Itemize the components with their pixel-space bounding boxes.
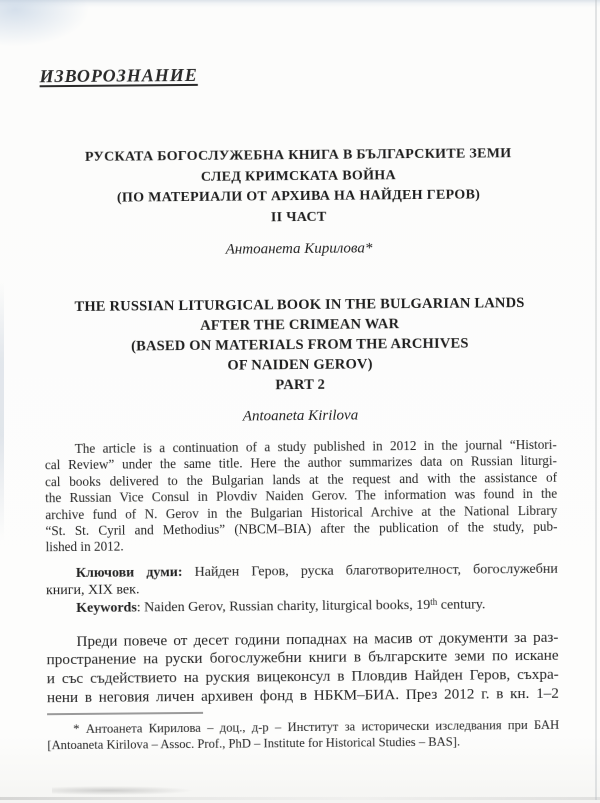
keywords-english-label: Keywords <box>76 600 137 616</box>
body-line: нени в неговия личен архивен фонд в НБКМ–БИА. През 2012 г. в кн. 1–2 <box>46 684 559 707</box>
title-bg-line: СЛЕД КРИМСКАТА ВОЙНА <box>200 167 396 185</box>
abstract-line: The article is a continuation of a study published in 2012 in the journal “Histori- <box>74 436 557 456</box>
abstract-line: cal Review” under the same title. Here the author summarizes data on Russian liturgi- <box>44 453 557 473</box>
body-line: пространение на руски богослужебни книги в българските земи по искане <box>46 647 559 669</box>
author-name-english: Antoaneta Kirilova <box>242 407 359 425</box>
body-line: Преди повече от десет години попаднах на масив от документи за раз- <box>76 628 559 650</box>
keywords-bulgarian-label: Ключови думи: <box>75 564 183 581</box>
footnote-separator-rule <box>47 712 203 715</box>
title-en-line: (BASED ON MATERIALS FROM THE ARCHIVES <box>131 335 469 355</box>
keywords-bulgarian-continued: книги, XIX век. <box>45 582 140 599</box>
footnote-line: [Antoaneta Kirilova – Assoc. Prof., PhD – Institute for Historical Studies – BAS]. <box>47 734 461 753</box>
article-title-english <box>43 293 556 397</box>
title-en-line: THE RUSSIAN LITURGICAL BOOK IN THE BULGARIAN LANDS <box>74 295 525 315</box>
abstract-line: the Russian Vice Consul in Plovdiv Naiden Gerov. The information was found in the <box>45 485 558 506</box>
abstract-line: cal books delivered to the Bulgarian lands at the request and with the assistance of <box>44 469 558 490</box>
keywords-english-text-end: century. <box>437 597 486 613</box>
article-title-bulgarian <box>42 144 555 230</box>
abstract-line: lished in 2012. <box>45 538 124 555</box>
body-paragraph-bulgarian <box>46 628 559 708</box>
keywords-block <box>46 561 558 618</box>
footnote-line: * Антоанета Кирилова – доц., д-р – Институт за исторически изследвания при БАН <box>73 717 560 736</box>
title-en-line: OF NAIDEN GEROV) <box>227 356 373 374</box>
keywords-english <box>46 596 558 618</box>
author-name-bulgarian: Антоанета Кирилова* <box>225 240 373 258</box>
body-line: и със съдействието на руския вицеконсул в Пловдив Найден Геров, съхра- <box>46 665 559 688</box>
title-bg-line: II ЧАСТ <box>270 209 327 225</box>
section-masthead: ИЗВОРОЗНАНИЕ <box>39 64 198 87</box>
abstract-line: archive fund of N. Gerov in the Bulgarian Historical Archive at the National Library <box>45 502 558 522</box>
keywords-english-text: : Naiden Gerov, Russian charity, liturgical books, 19 <box>136 597 431 616</box>
title-bg-line: (ПО МАТЕРИАЛИ ОТ АРХИВА НА НАЙДЕН ГЕРОВ) <box>116 187 481 206</box>
title-en-line: AFTER THE CRIMEAN WAR <box>200 316 400 334</box>
keywords-english-ordinal-suffix: th <box>430 596 438 607</box>
keywords-bulgarian-text: Найден Геров, руска благотворителност, богослужебни <box>182 561 558 580</box>
title-bg-line: РУСКАТА БОГОСЛУЖЕБНА КНИГА В БЪЛГАРСКИТЕ ЗЕМИ <box>84 146 512 165</box>
abstract-paragraph <box>45 437 558 556</box>
footnote <box>47 717 559 754</box>
title-en-line: PART 2 <box>275 376 326 394</box>
abstract-line: “St. St. Cyril and Methodius” (NBCM–BIA) after the publication of the study, pub- <box>45 518 558 539</box>
